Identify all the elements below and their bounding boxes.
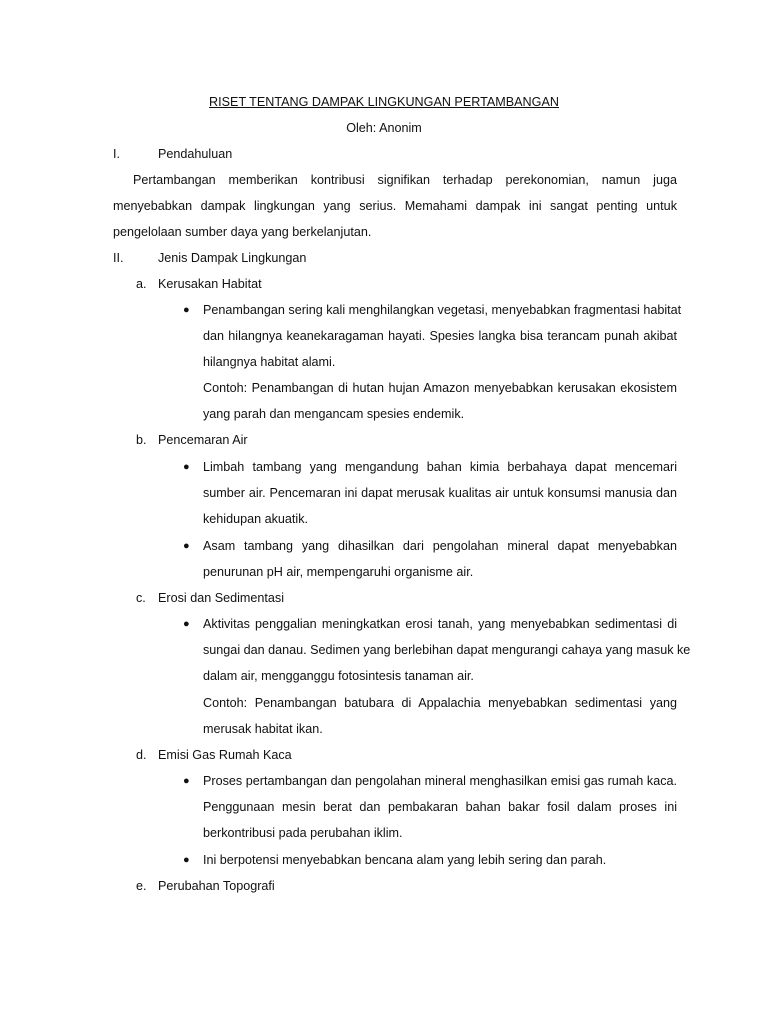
intro-line-1: Pertambangan memberikan kontribusi signifikan terhadap perekonomian, namun juga bbox=[133, 173, 677, 187]
section-1-number: I. bbox=[113, 147, 120, 161]
bullet-icon: ● bbox=[183, 618, 190, 630]
document-title: RISET TENTANG DAMPAK LINGKUNGAN PERTAMBANGAN bbox=[209, 95, 559, 109]
c-bullet-1-line-3: dalam air, mengganggu fotosintesis tanaman air. bbox=[203, 669, 474, 683]
c-bullet-1-line-1: Aktivitas penggalian meningkatkan erosi tanah, yang menyebabkan sedimentasi di bbox=[203, 617, 677, 631]
subsection-d-letter: d. bbox=[136, 748, 147, 762]
c-example-line-2: merusak habitat ikan. bbox=[203, 722, 323, 736]
subsection-e-title: Perubahan Topografi bbox=[158, 879, 275, 893]
a-bullet-1-line-3: hilangnya habitat alami. bbox=[203, 355, 336, 369]
a-bullet-1-line-2: dan hilangnya keanekaragaman hayati. Spesies langka bisa terancam punah akibat bbox=[203, 329, 677, 343]
subsection-e-letter: e. bbox=[136, 879, 147, 893]
document-author: Oleh: Anonim bbox=[346, 121, 422, 135]
a-example-line-1: Contoh: Penambangan di hutan hujan Amazon menyebabkan kerusakan ekosistem bbox=[203, 381, 677, 395]
bullet-icon: ● bbox=[183, 775, 190, 787]
bullet-icon: ● bbox=[183, 540, 190, 552]
subsection-d-title: Emisi Gas Rumah Kaca bbox=[158, 748, 292, 762]
bullet-icon: ● bbox=[183, 461, 190, 473]
b-bullet-1-line-3: kehidupan akuatik. bbox=[203, 512, 309, 526]
b-bullet-2-line-2: penurunan pH air, mempengaruhi organisme air. bbox=[203, 565, 474, 579]
d-bullet-2-line-1: Ini berpotensi menyebabkan bencana alam yang lebih sering dan parah. bbox=[203, 853, 607, 867]
d-bullet-1-line-3: berkontribusi pada perubahan iklim. bbox=[203, 826, 403, 840]
subsection-b-letter: b. bbox=[136, 433, 147, 447]
bullet-icon: ● bbox=[183, 854, 190, 866]
intro-line-3: pengelolaan sumber daya yang berkelanjutan. bbox=[113, 225, 372, 239]
section-2-number: II. bbox=[113, 251, 124, 265]
subsection-c-letter: c. bbox=[136, 591, 146, 605]
c-bullet-1-line-2: sungai dan danau. Sedimen yang berlebihan dapat mengurangi cahaya yang masuk ke bbox=[203, 643, 691, 657]
d-bullet-1-line-2: Penggunaan mesin berat dan pembakaran bahan bakar fosil dalam proses ini bbox=[203, 800, 677, 814]
b-bullet-1-line-2: sumber air. Pencemaran ini dapat merusak kualitas air untuk konsumsi manusia dan bbox=[203, 486, 677, 500]
subsection-b-title: Pencemaran Air bbox=[158, 433, 248, 447]
subsection-c-title: Erosi dan Sedimentasi bbox=[158, 591, 285, 605]
intro-line-2: menyebabkan dampak lingkungan yang serius. Memahami dampak ini sangat penting untuk bbox=[113, 199, 677, 213]
section-2-heading: Jenis Dampak Lingkungan bbox=[158, 251, 307, 265]
a-example-line-2: yang parah dan mengancam spesies endemik. bbox=[203, 407, 465, 421]
subsection-a-letter: a. bbox=[136, 277, 147, 291]
section-1-heading: Pendahuluan bbox=[158, 147, 233, 161]
d-bullet-1-line-1: Proses pertambangan dan pengolahan mineral menghasilkan emisi gas rumah kaca. bbox=[203, 774, 677, 788]
c-example-line-1: Contoh: Penambangan batubara di Appalachia menyebabkan sedimentasi yang bbox=[203, 696, 677, 710]
b-bullet-1-line-1: Limbah tambang yang mengandung bahan kimia berbahaya dapat mencemari bbox=[203, 460, 677, 474]
b-bullet-2-line-1: Asam tambang yang dihasilkan dari pengolahan mineral dapat menyebabkan bbox=[203, 539, 677, 553]
bullet-icon: ● bbox=[183, 304, 190, 316]
a-bullet-1-line-1: Penambangan sering kali menghilangkan vegetasi, menyebabkan fragmentasi habitat bbox=[203, 303, 682, 317]
subsection-a-title: Kerusakan Habitat bbox=[158, 277, 262, 291]
